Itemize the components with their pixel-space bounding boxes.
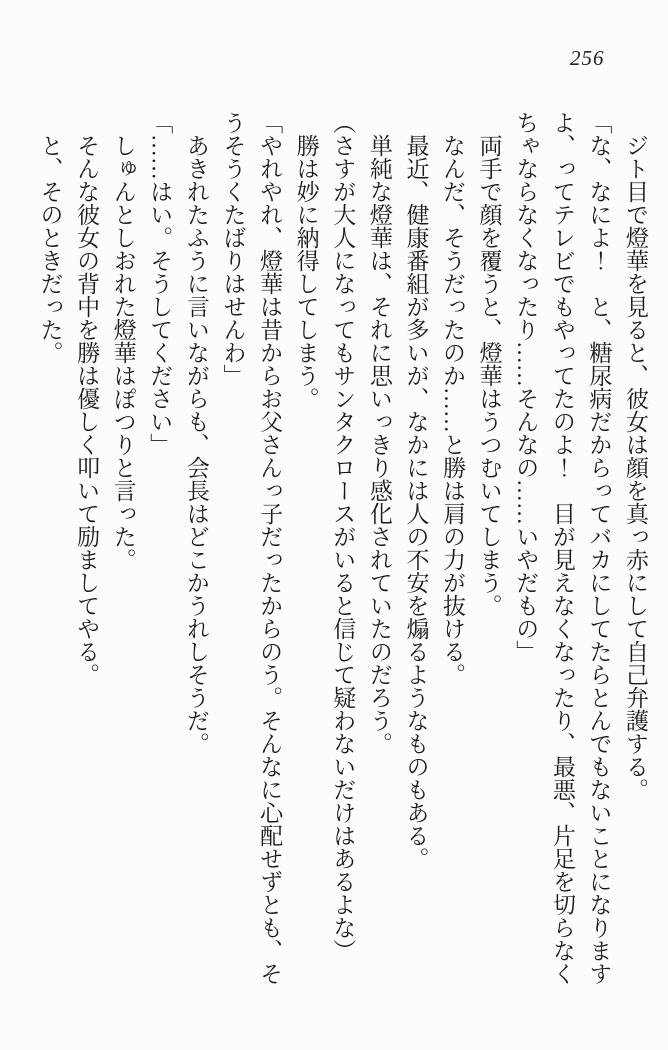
paragraph: しゅんとしおれた燈華はぽつりと言った。	[110, 134, 136, 571]
page-number: 256	[570, 46, 605, 70]
paragraph: 勝は妙に納得してしまう。	[293, 134, 319, 410]
paragraph: 両手で顔を覆うと、燈華はうつむいてしまう。	[476, 134, 502, 617]
paragraph: 単純な燈華は、それに思いっきり感化されていたのだろう。	[366, 134, 392, 755]
paragraph: 「……はい。そうしてください」	[147, 111, 173, 456]
paragraph: 最近、健康番組が多いが、なかには人の不安を煽るようなものもある。	[403, 134, 429, 870]
paragraph: 「やれやれ、燈華は昔からお父さんっ子だったからのう。そんなに心配せずとも、そうそうくたばりはせんわ」	[220, 111, 283, 985]
paragraph: ジト目で燈華を見ると、彼女は顔を真っ赤にして自己弁護する。	[623, 134, 648, 801]
paragraph: （さすが大人になってもサンタクロースがいると信じて疑わないだけはあるよな）	[330, 111, 356, 962]
body-text	[31, 111, 653, 995]
paragraph: 「な、なによ！ と、糖尿病だからってバカにしてたらとんでもないことになりますよ、ってテレビでもやってたのよ！ 目が見えなくなったり、最悪、片足を切らなくちゃならなくなったり……そんなの……いやだもの」	[513, 111, 612, 985]
paragraph: と、そのときだった。	[37, 134, 63, 364]
paragraph: あきれたふうに言いながらも、会長はどこかうれしそうだ。	[183, 134, 209, 755]
paragraph: そんな彼女の背中を勝は優しく叩いて励ましてやる。	[74, 134, 100, 686]
paragraph: なんだ、そうだったのか……と勝は肩の力が抜ける。	[440, 134, 466, 686]
